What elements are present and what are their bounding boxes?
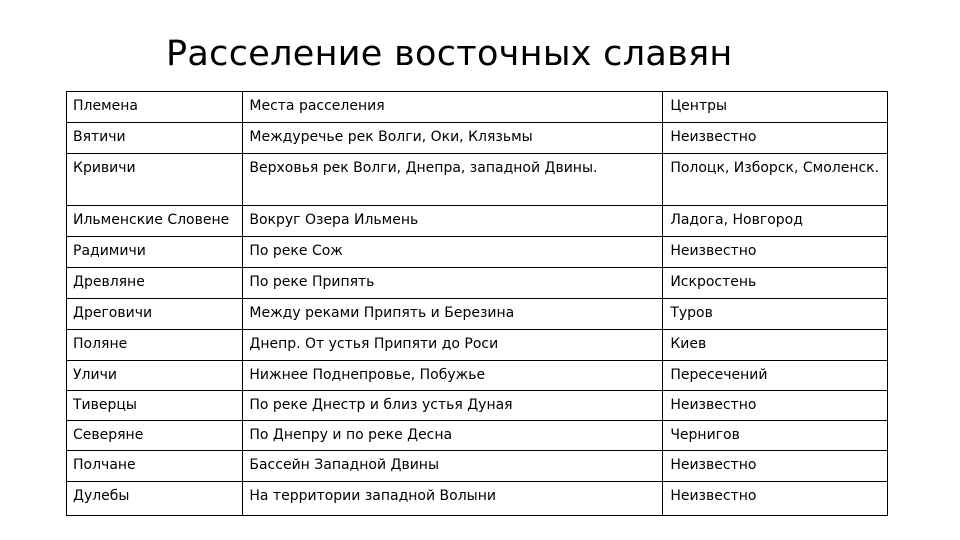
place-cell: По реке Днестр и близ устья Дуная — [243, 391, 663, 421]
table-header-row — [67, 92, 888, 123]
tribe-cell: Полчане — [67, 451, 243, 482]
tribe-cell: Радимичи — [67, 237, 243, 268]
table-row — [67, 391, 888, 421]
place-cell: Бассейн Западной Двины — [243, 451, 663, 482]
table-row — [67, 421, 888, 451]
place-cell: По Днепру и по реке Десна — [243, 421, 663, 451]
table-row — [67, 482, 888, 516]
place-cell: Нижнее Поднепровье, Побужье — [243, 361, 663, 391]
table-row — [67, 206, 888, 237]
center-cell: Неизвестно — [663, 482, 888, 516]
center-cell: Чернигов — [663, 421, 888, 451]
place-cell: Между реками Припять и Березина — [243, 299, 663, 330]
place-cell: Вокруг Озера Ильмень — [243, 206, 663, 237]
center-cell: Искростень — [663, 268, 888, 299]
center-cell: Киев — [663, 330, 888, 361]
tribe-cell: Древляне — [67, 268, 243, 299]
tribe-cell: Вятичи — [67, 123, 243, 154]
center-cell: Неизвестно — [663, 451, 888, 482]
tribe-cell: Кривичи — [67, 154, 243, 206]
slide-title: Расселение восточных славян — [166, 34, 733, 74]
tribe-cell: Северяне — [67, 421, 243, 451]
table-row — [67, 330, 888, 361]
tribe-cell: Поляне — [67, 330, 243, 361]
header-cell-tribes: Племена — [67, 92, 243, 123]
center-cell: Неизвестно — [663, 391, 888, 421]
center-cell: Пересечений — [663, 361, 888, 391]
table-row — [67, 451, 888, 482]
center-cell: Неизвестно — [663, 237, 888, 268]
tribes-table — [66, 91, 888, 516]
table-row — [67, 361, 888, 391]
center-cell: Полоцк, Изборск, Смоленск. — [663, 154, 888, 206]
center-cell: Туров — [663, 299, 888, 330]
place-cell: Днепр. От устья Припяти до Роси — [243, 330, 663, 361]
table-row — [67, 123, 888, 154]
place-cell: По реке Припять — [243, 268, 663, 299]
tribe-cell: Дулебы — [67, 482, 243, 516]
header-cell-places: Места расселения — [243, 92, 663, 123]
tribe-cell: Тиверцы — [67, 391, 243, 421]
center-cell: Неизвестно — [663, 123, 888, 154]
tribe-cell: Ильменские Словене — [67, 206, 243, 237]
tribe-cell: Уличи — [67, 361, 243, 391]
place-cell: На территории западной Волыни — [243, 482, 663, 516]
table-row — [67, 237, 888, 268]
place-cell: Междуречье рек Волги, Оки, Клязьмы — [243, 123, 663, 154]
table-row — [67, 268, 888, 299]
center-cell: Ладога, Новгород — [663, 206, 888, 237]
place-cell: По реке Сож — [243, 237, 663, 268]
tribe-cell: Дреговичи — [67, 299, 243, 330]
table-row — [67, 299, 888, 330]
table-row — [67, 154, 888, 206]
place-cell: Верховья рек Волги, Днепра, западной Двины. — [243, 154, 663, 206]
header-cell-centers: Центры — [663, 92, 888, 123]
